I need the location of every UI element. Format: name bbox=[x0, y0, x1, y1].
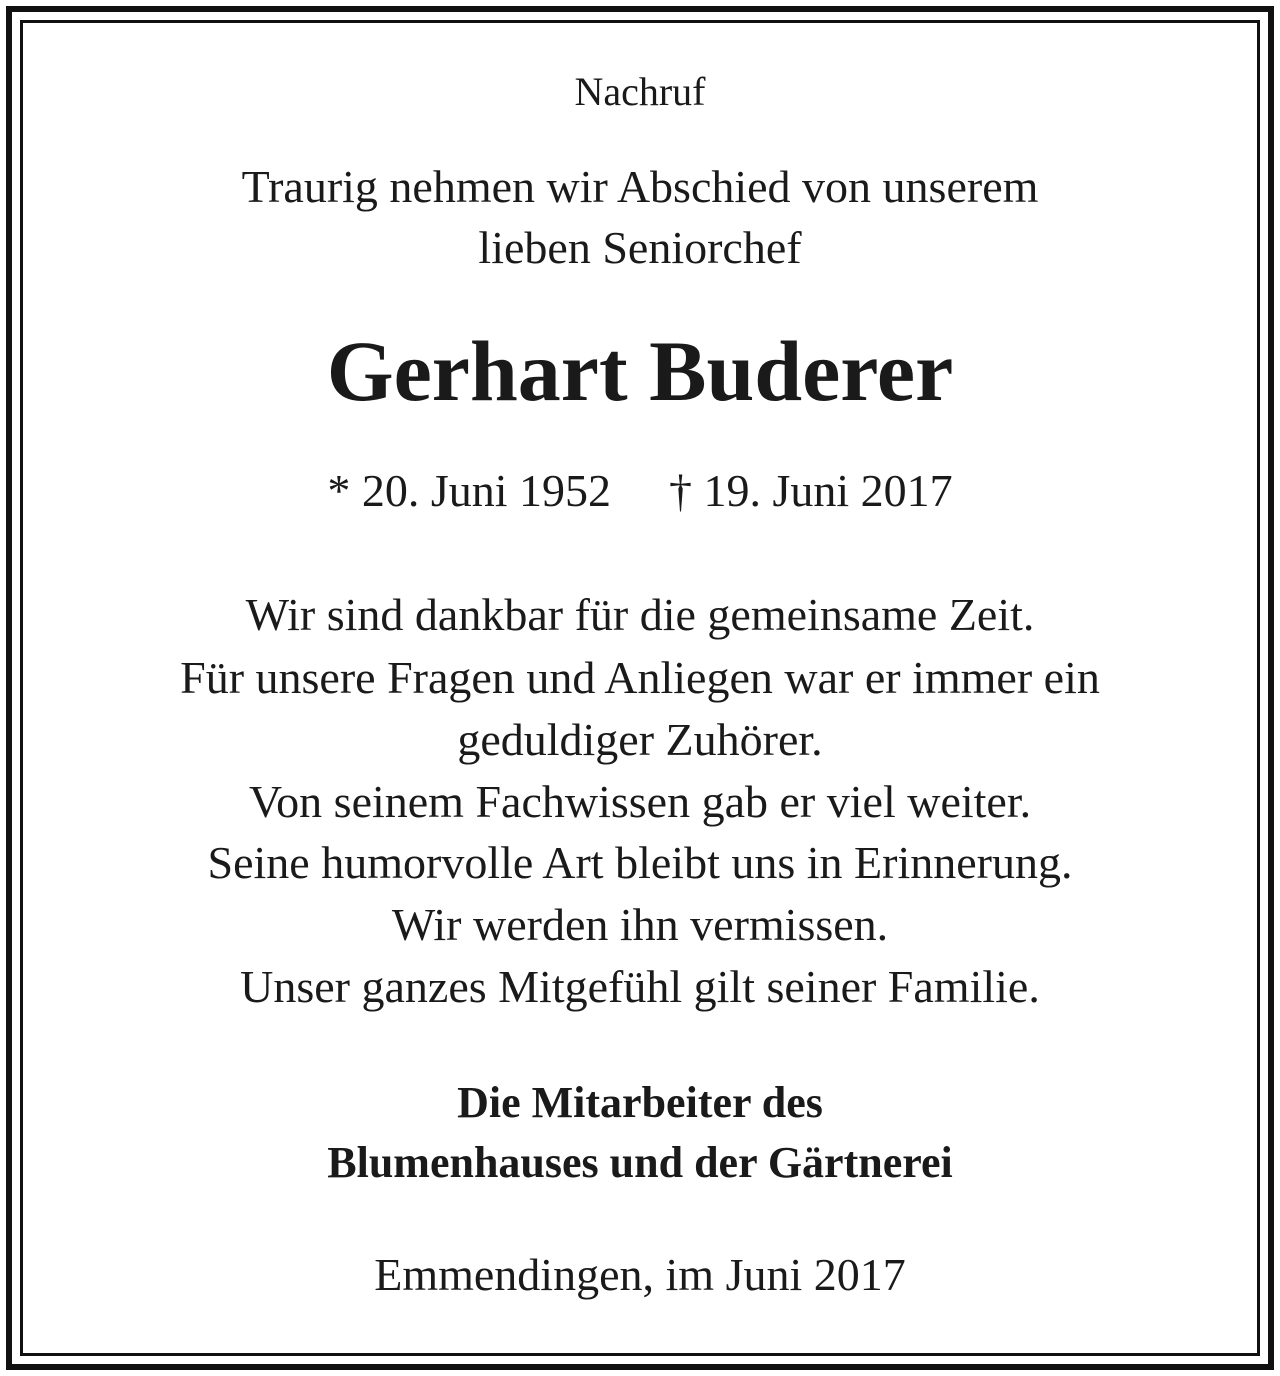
body-line-1: Wir sind dankbar für die gemeinsame Zeit. bbox=[245, 589, 1035, 640]
body-line-5: Seine humorvolle Art bleibt uns in Erinnerung. bbox=[207, 837, 1073, 888]
body-line-7: Unser ganzes Mitgefühl gilt seiner Familie. bbox=[240, 961, 1040, 1012]
deceased-name: Gerhart Buderer bbox=[326, 323, 954, 419]
body-line-3: geduldiger Zuhörer. bbox=[457, 714, 823, 765]
birth-date: * 20. Juni 1952 bbox=[327, 465, 611, 516]
life-dates bbox=[0, 465, 1280, 516]
signature-line-2: Blumenhauses und der Gärtnerei bbox=[327, 1138, 953, 1187]
intro-line-1: Traurig nehmen wir Abschied von unserem bbox=[241, 161, 1039, 212]
signature-line-1: Die Mitarbeiter des bbox=[457, 1078, 823, 1127]
notice-header: Nachruf bbox=[574, 69, 706, 114]
body-line-2: Für unsere Fragen und Anliegen war er immer ein bbox=[180, 652, 1100, 703]
body-line-4: Von seinem Fachwissen gab er viel weiter. bbox=[248, 776, 1032, 827]
body-line-6: Wir werden ihn vermissen. bbox=[391, 899, 889, 950]
place-and-date: Emmendingen, im Juni 2017 bbox=[374, 1249, 906, 1300]
death-date: † 19. Juni 2017 bbox=[669, 465, 953, 516]
intro-line-2: lieben Seniorchef bbox=[478, 222, 802, 273]
